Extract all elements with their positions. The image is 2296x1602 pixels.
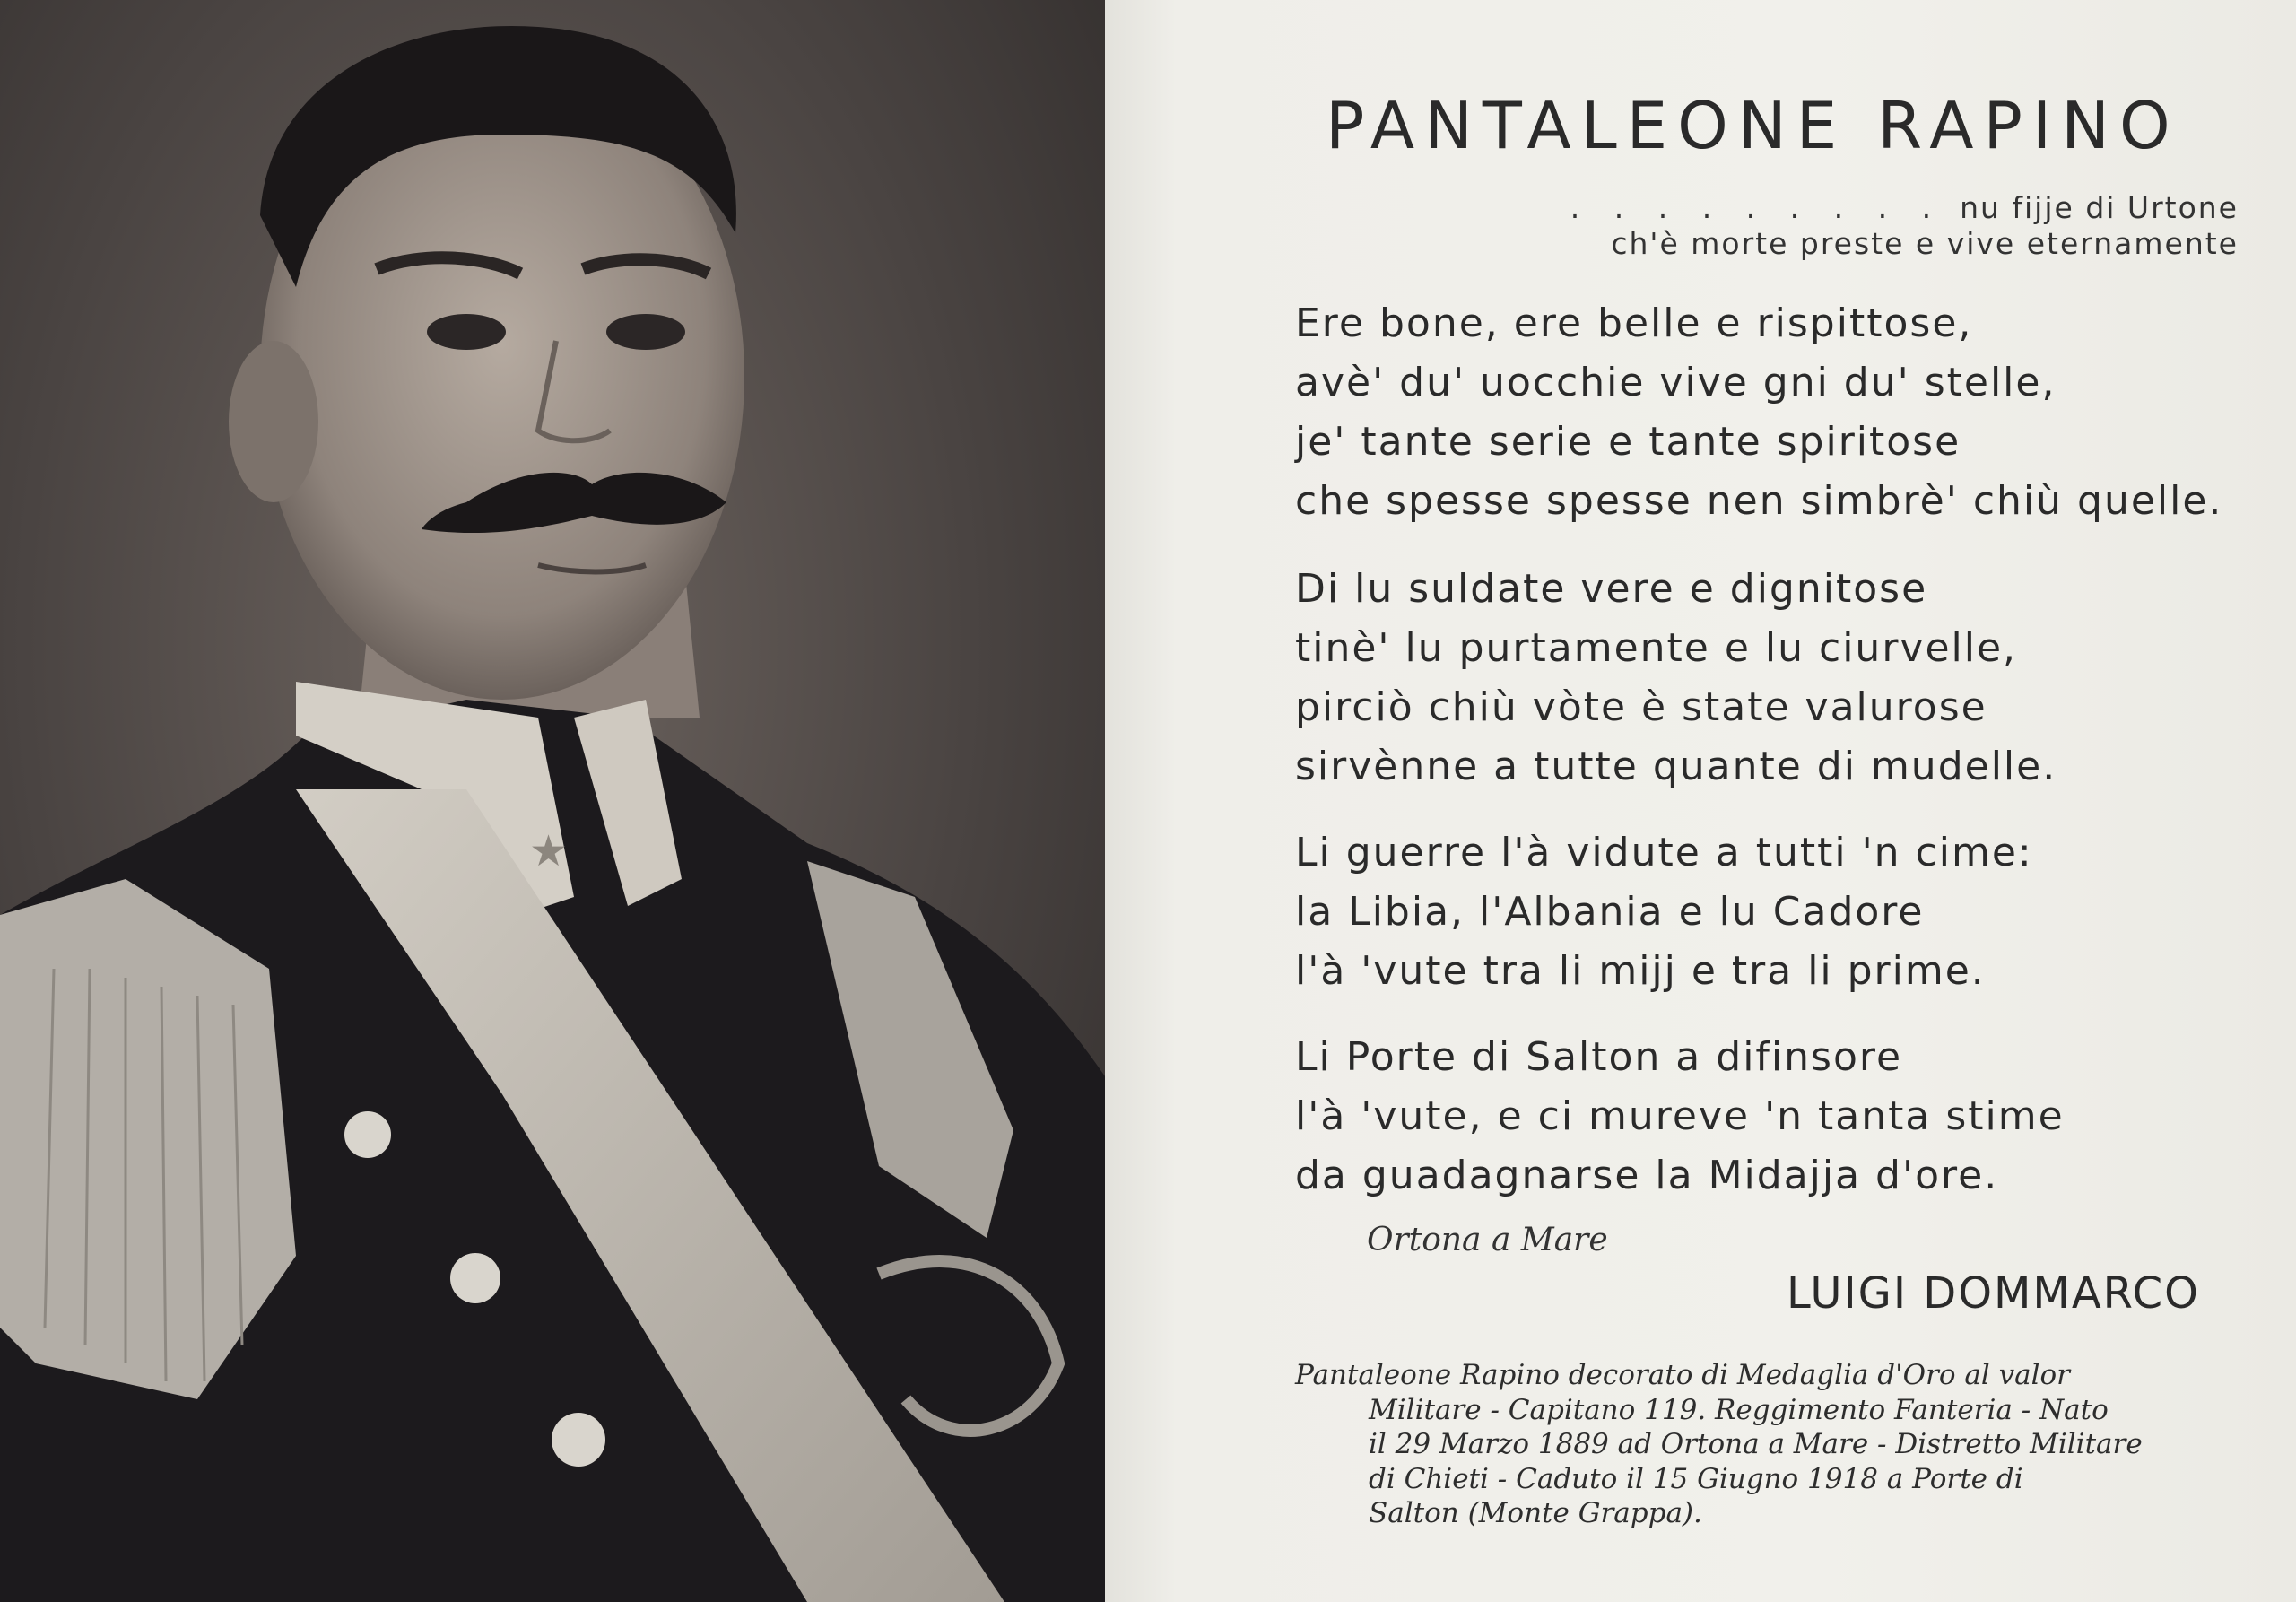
biographical-note xyxy=(1295,1358,2237,1531)
note-line: Militare - Capitano 119. Reggimento Fanteria - Nato xyxy=(1369,1393,2109,1426)
verse-line: tinè' lu purtamente e lu ciurvelle, xyxy=(1295,625,2018,671)
epigraph-line-1 xyxy=(1431,190,2239,225)
note-line: Pantaleone Rapino decorato di Medaglia d'Oro al valor xyxy=(1295,1359,2071,1391)
portrait-photo xyxy=(0,0,1105,1602)
epigraph-text-1: nu fijje di Urtone xyxy=(1960,190,2239,225)
verse-line: da guadagnarse la Midajja d'ore. xyxy=(1295,1153,1999,1198)
svg-text:★: ★ xyxy=(529,826,569,876)
verse-line: Li guerre l'à vidute a tutti 'n cime: xyxy=(1295,830,2033,875)
verse-line: sirvènne a tutte quante di mudelle. xyxy=(1295,744,2057,789)
card-title: PANTALEONE RAPINO xyxy=(1326,88,2180,163)
portrait-illustration xyxy=(0,0,1105,1602)
verse-line: pirciò chiù vòte è state valurose xyxy=(1295,684,1987,730)
verse-line: che spesse spesse nen simbrè' chiù quelle. xyxy=(1295,478,2223,524)
verse-line: l'à 'vute tra li mijj e tra li prime. xyxy=(1295,948,1986,994)
author-name: LUIGI DOMMARCO xyxy=(1787,1268,2200,1319)
note-line: il 29 Marzo 1889 ad Ortona a Mare - Distretto Militare xyxy=(1369,1428,2143,1460)
verse-line: Li Porte di Salton a difinsore xyxy=(1295,1034,1903,1080)
ellipsis-dots: . . . . . . . . . xyxy=(1570,190,1944,225)
stanza-2 xyxy=(1295,560,2264,797)
verse-line: la Libia, l'Albania e lu Cadore xyxy=(1295,889,1925,935)
note-line: Salton (Monte Grappa). xyxy=(1369,1497,1702,1529)
verse-line: avè' du' uocchie vive gni du' stelle, xyxy=(1295,360,2057,405)
stanza-3 xyxy=(1295,823,2264,1001)
epigraph-line-2: ch'è morte preste e vive eternamente xyxy=(1611,226,2239,261)
verse-line: l'à 'vute, e ci mureve 'n tanta stime xyxy=(1295,1093,2065,1139)
note-line: di Chieti - Caduto il 15 Giugno 1918 a Porte di xyxy=(1369,1462,2023,1495)
stanza-4 xyxy=(1295,1028,2264,1206)
verse-line: je' tante serie e tante spiritose xyxy=(1295,419,1961,465)
verse-line: Ere bone, ere belle e rispittose, xyxy=(1295,300,1973,346)
verse-line: Di lu suldate vere e dignitose xyxy=(1295,566,1928,612)
place-of-writing: Ortona a Mare xyxy=(1367,1222,1608,1258)
stanza-1 xyxy=(1295,294,2264,531)
